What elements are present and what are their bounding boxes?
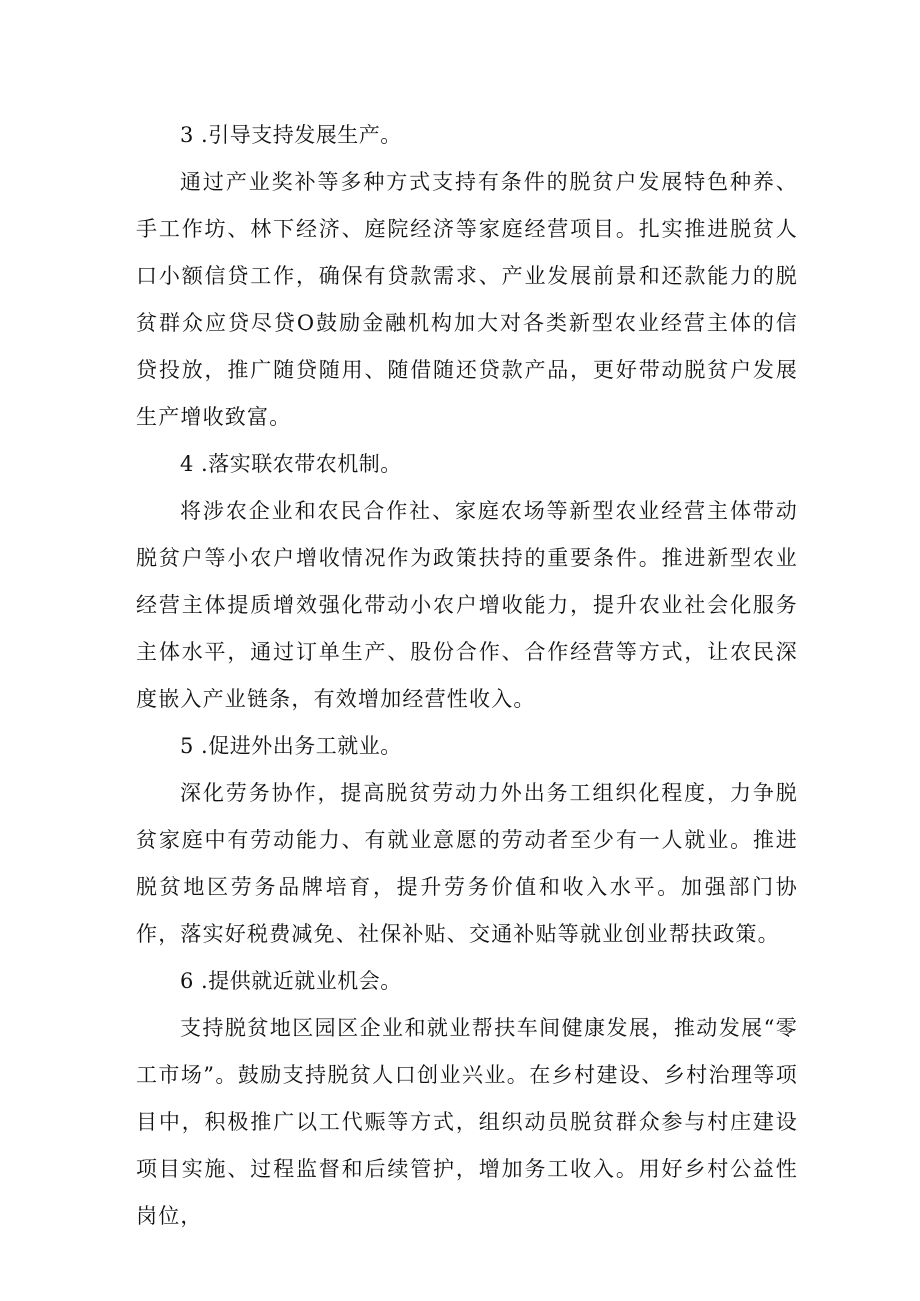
section-4-body: 将涉农企业和农民合作社、家庭农场等新型农业经营主体带动脱贫户等小农户增收情况作为政策扶持的重要条件。推进新型农业经营主体提质增效强化带动小农户增收能力，提升农业社会化服务主体水平，通过订单生产、股份合作、合作经营等方式，让农民深度嵌入产业链条，有效增加经营性收入。 [136, 499, 798, 711]
section-6-body: 支持脱贫地区园区企业和就业帮扶车间健康发展，推动发展“零工市场”。鼓励支持脱贫人口创业兴业。在乡村建设、乡村治理等项目中，积极推广以工代赈等方式，组织动员脱贫群众参与村庄建设项目实施、过程监督和后续管护，增加务工收入。用好乡村公益性岗位， [136, 1016, 798, 1228]
section-3-body: 通过产业奖补等多种方式支持有条件的脱贫户发展特色种养、手工作坊、林下经济、庭院经济等家庭经营项目。扎实推进脱贫人口小额信贷工作，确保有贷款需求、产业发展前景和还款能力的脱贫群众应贷尽贷O鼓励金融机构加大对各类新型农业经营主体的信贷投放，推广随贷随用、随借随还贷款产品，更好带动脱贫户发展生产增收致富。 [136, 170, 798, 429]
section-5-heading: 5 .促进外出务工就业。 [180, 734, 402, 758]
section-5-body: 深化劳务协作，提高脱贫劳动力外出务工组织化程度，力争脱贫家庭中有劳动能力、有就业意愿的劳动者至少有一人就业。推进脱贫地区劳务品牌培育，提升劳务价值和收入水平。加强部门协作，落实好税费减免、社保补贴、交通补贴等就业创业帮扶政策。 [136, 781, 798, 946]
section-6-heading: 6 .提供就近就业机会。 [180, 969, 402, 993]
section-3-heading: 3 .引导支持发展生产。 [180, 123, 402, 147]
section-4-heading: 4 .落实联农带农机制。 [180, 452, 402, 476]
